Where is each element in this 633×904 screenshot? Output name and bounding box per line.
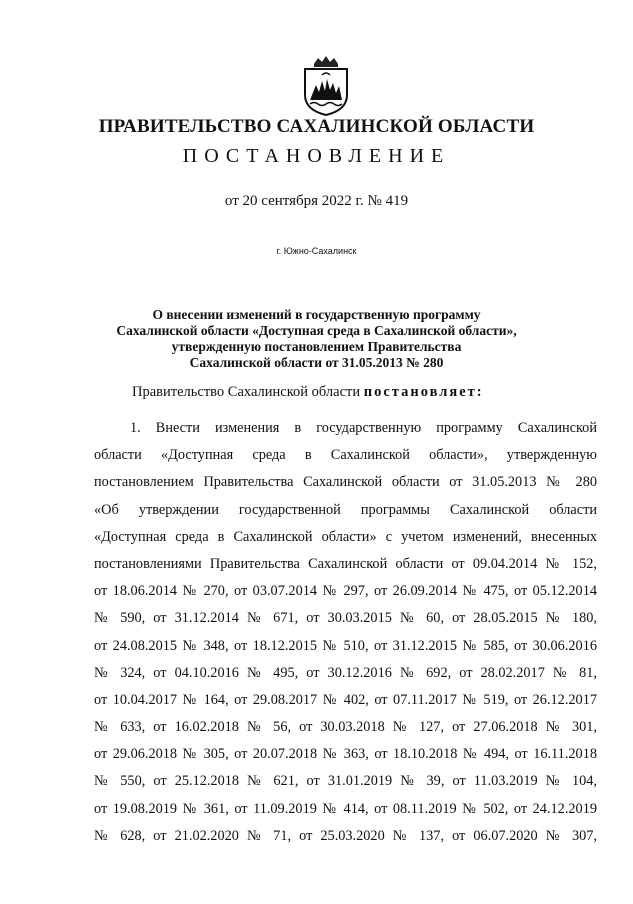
body-line: от 10.04.2017 № 164, от 29.08.2017 № 402, от 07.11.2017 № 519, от 26.12.2017 [94,691,597,708]
document-subject [80,307,553,371]
body-line: 1. Внести изменения в государственную программу Сахалинской [130,420,597,436]
body-line: постановлениями Правительства Сахалинской области от 09.04.2014 № 152, [94,555,597,572]
body-line: № 633, от 16.02.2018 № 56, от 30.03.2018 № 127, от 27.06.2018 № 301, [94,719,597,736]
document-body [94,417,597,852]
sakhalin-coat-of-arms-icon [300,55,352,117]
preamble-text: Правительство Сахалинской области [132,384,364,400]
decree-word: постановляет: [363,384,484,400]
body-line: № 628, от 21.02.2020 № 71, от 25.03.2020 № 137, от 06.07.2020 № 307, [94,827,597,844]
body-line: от 19.08.2019 № 361, от 11.09.2019 № 414, от 08.11.2019 № 502, от 24.12.2019 [94,800,597,817]
body-line: от 29.06.2018 № 305, от 20.07.2018 № 363, от 18.10.2018 № 494, от 16.11.2018 [94,746,597,763]
body-line: «Об утверждении государственной программы Сахалинской области [94,501,597,518]
subject-line: утвержденную постановлением Правительства [171,339,462,354]
body-line: № 590, от 31.12.2014 № 671, от 30.03.2015 № 60, от 28.05.2015 № 180, [94,610,597,627]
city-name: г. Южно-Сахалинск [276,246,357,256]
subject-line: Сахалинской области от 31.05.2013 № 280 [189,355,444,370]
body-line: от 24.08.2015 № 348, от 18.12.2015 № 510, от 31.12.2015 № 585, от 30.06.2016 [94,637,597,654]
government-title: ПРАВИТЕЛЬСТВО САХАЛИНСКОЙ ОБЛАСТИ [98,116,535,137]
body-line: от 18.06.2014 № 270, от 03.07.2014 № 297, от 26.09.2014 № 475, от 05.12.2014 [94,583,597,600]
subject-line: О внесении изменений в государственную программу [152,307,481,322]
body-line: области «Доступная среда в Сахалинской области», утвержденную [94,447,597,464]
subject-line: Сахалинской области «Доступная среда в Сахалинской области», [116,323,517,338]
body-line: № 550, от 25.12.2018 № 621, от 31.01.2019 № 39, от 11.03.2019 № 104, [94,773,597,790]
body-line: № 324, от 04.10.2016 № 495, от 30.12.2016 № 692, от 28.02.2017 № 81, [94,664,597,681]
body-line: постановлением Правительства Сахалинской области от 31.05.2013 № 280 [94,474,597,491]
document-date-number: от 20 сентября 2022 г. № 419 [224,193,409,209]
body-line: «Доступная среда в Сахалинской области» с учетом изменений, внесенных [94,528,597,545]
preamble [132,384,484,401]
document-type: ПОСТАНОВЛЕНИЕ [182,145,451,167]
